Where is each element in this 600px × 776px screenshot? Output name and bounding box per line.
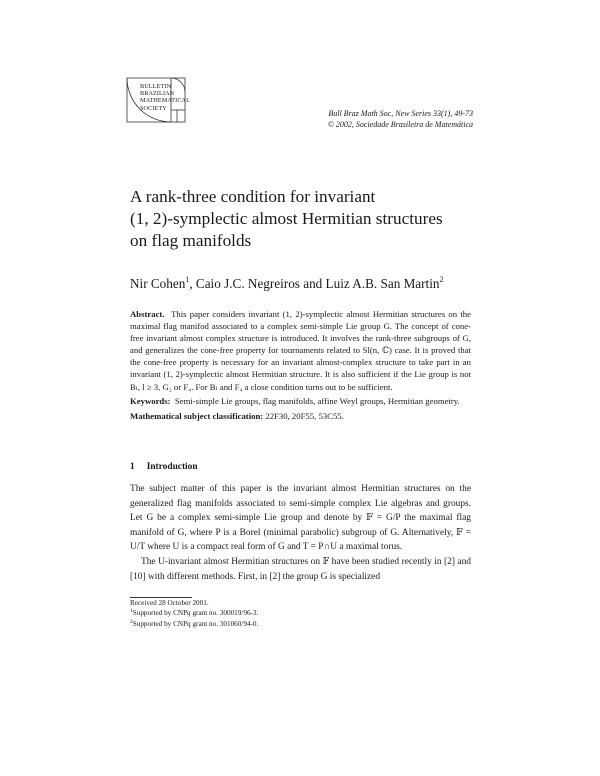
author-name: Nir Cohen xyxy=(130,276,186,291)
journal-citation: Bull Braz Math Soc, New Series 33(1), 49-73 xyxy=(328,109,473,118)
title-line: (1, 2)-symplectic almost Hermitian structures xyxy=(130,209,443,228)
msc-label: Mathematical subject classification: xyxy=(130,410,264,421)
keywords-label: Keywords: xyxy=(130,395,171,406)
footnote-mark: 1 xyxy=(185,275,190,284)
footnote xyxy=(130,608,258,618)
section-number: 1 xyxy=(130,462,135,472)
body-paragraph: The U-invariant almost Hermitian structures on 𝔽 have been studied recently in [2] and [10] with different methods. First, in [2] the group G is specialized xyxy=(130,556,471,582)
abstract-paragraph xyxy=(130,308,471,393)
paper-title xyxy=(130,186,490,252)
footnotes xyxy=(130,598,258,629)
msc-line xyxy=(130,410,471,422)
logo-line: BULLETIN xyxy=(140,83,172,90)
abstract-label: Abstract. xyxy=(130,309,165,319)
footnote xyxy=(130,619,258,629)
journal-info xyxy=(328,108,473,130)
footnote-text: Supported by CNPq grant no. 301060/94-0. xyxy=(132,619,259,628)
footnote-mark: 2 xyxy=(130,618,133,625)
logo-text xyxy=(140,83,190,112)
footnote-mark: 2 xyxy=(439,275,444,284)
author-names: , Caio J.C. Negreiros and Luiz A.B. San Martin xyxy=(189,276,440,291)
title-line: on flag manifolds xyxy=(130,231,252,250)
section-title: Introduction xyxy=(146,462,198,472)
journal-logo xyxy=(125,76,191,124)
author-list xyxy=(130,276,443,292)
received-date: Received 28 October 2001. xyxy=(130,599,209,607)
title-line: A rank-three condition for invariant xyxy=(130,187,376,206)
footnote-text: Supported by CNPq grant no. 300019/96-3. xyxy=(132,609,259,618)
logo-line: BRAZILIAN xyxy=(140,90,175,98)
logo-line: MATHEMATICAL xyxy=(140,97,191,105)
body-text xyxy=(130,482,471,584)
logo-line: SOCIETY xyxy=(140,104,167,112)
abstract-block xyxy=(130,308,471,422)
journal-copyright: © 2002, Sociedade Brasileira de Matemática xyxy=(327,120,473,129)
msc-text: 22F30, 20F55, 53C55. xyxy=(265,410,344,421)
keywords-text: Semi-simple Lie groups, flag manifolds, affine Weyl groups, Hermitian geometry. xyxy=(174,395,460,406)
abstract-text: This paper considers invariant (1, 2)-symplectic almost Hermitian structures on the maximal flag manifod associated to a complex semi-simple Lie group G. The concept of cone-free invariant almost complex structure is introduced. It involves the rank-three subgroups of G, and generalizes the cone-free property for tournaments related to Sl(n, ℂ) case. It is proved that the cone-free property is necessary for an invariant almost-complex structure to take part in an invariant (1, 2)-symplectic almost Hermitian structure. It is also sufficient if the Lie group is not Bₗ, l ≥ 3, G₂ or F₄. For Bₗ and F₄ a close condition turns out to be sufficient. xyxy=(130,309,472,392)
section-heading xyxy=(130,462,198,472)
footnote-mark: 1 xyxy=(130,608,133,615)
keywords-line xyxy=(130,395,471,407)
body-paragraph: The subject matter of this paper is the invariant almost Hermitian structures on the generalized flag manifolds associated to semi-simple complex Lie algebras and groups. Let G be a complex semi-simple Lie group and denote by 𝔽 = G/P the maximal flag manifold of G, where P is a Borel (minimal parabolic) subgroup of G. Alternatively, 𝔽 = U/T where U is a compact real form of G and T = P∩U a maximal torus. xyxy=(130,484,471,553)
